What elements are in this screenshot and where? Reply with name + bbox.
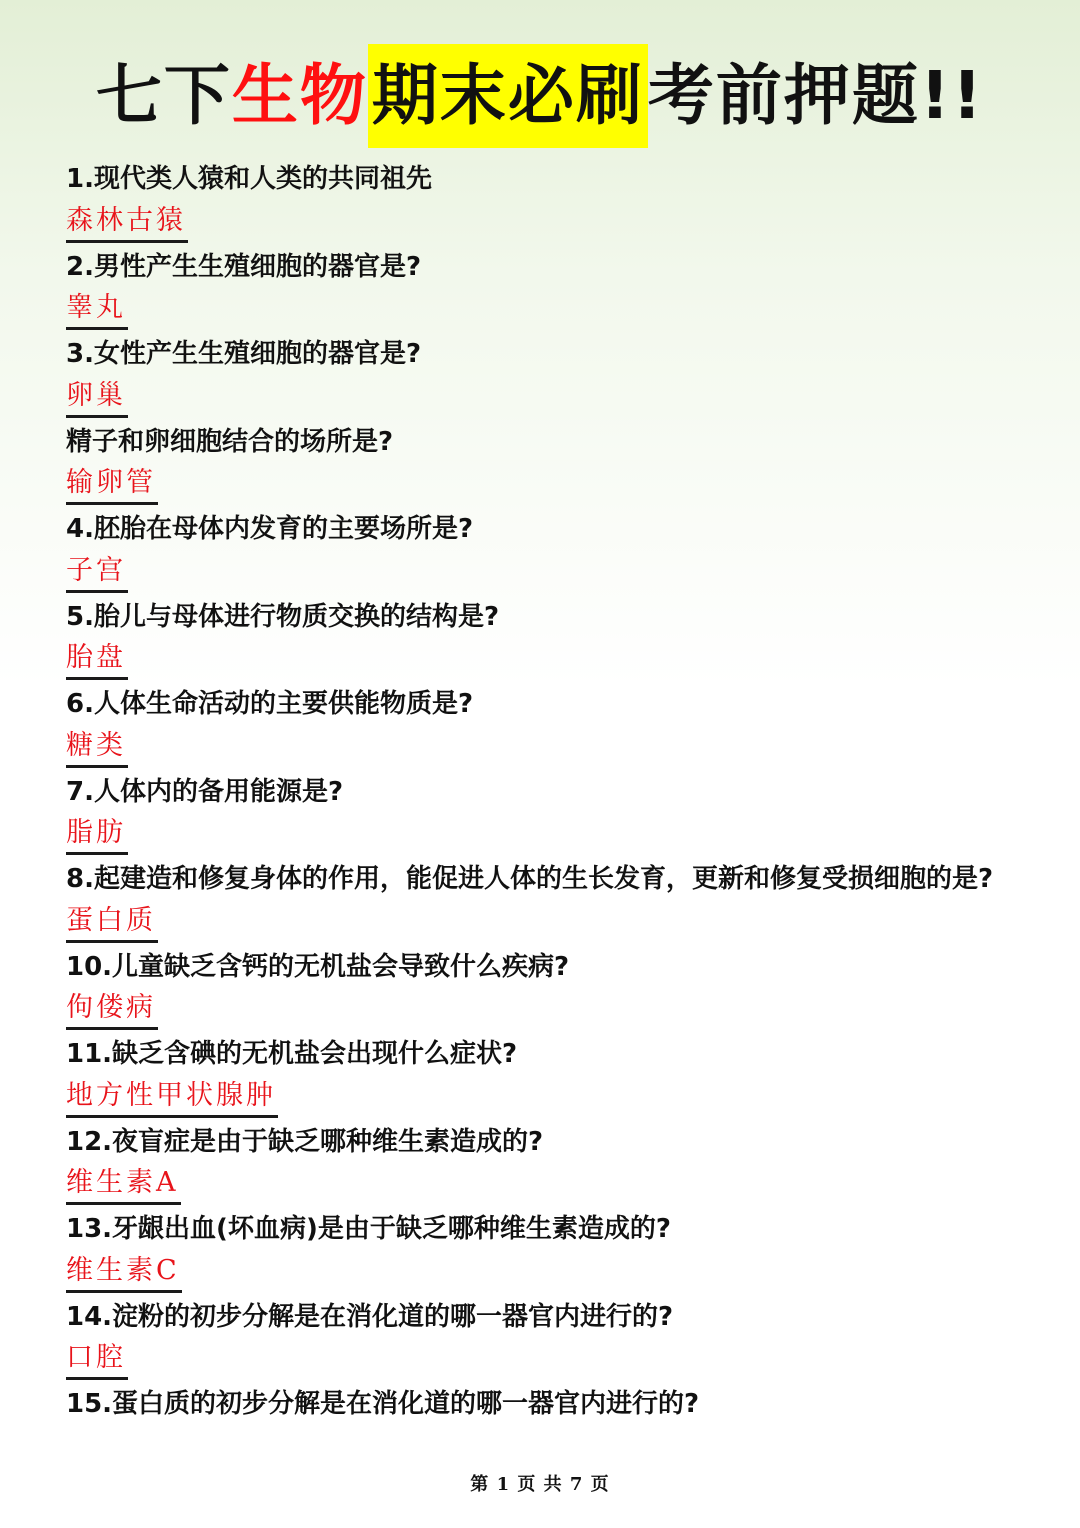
answer-text: 睾丸 — [66, 289, 128, 330]
question-text: 1.现代类人猿和人类的共同祖先 — [66, 164, 432, 194]
answer-text: 蛋白质 — [66, 902, 158, 943]
answer-row — [66, 552, 1026, 596]
question-text: 14.淀粉的初步分解是在消化道的哪一器官内进行的? — [66, 1301, 674, 1332]
question-text: 4.胚胎在母体内发育的主要场所是? — [66, 514, 474, 544]
question-text: 5.胎儿与母体进行物质交换的结构是? — [66, 601, 500, 632]
answer-row — [66, 639, 1026, 683]
answer-text: 森林古猿 — [66, 202, 188, 243]
question-text: 15.蛋白质的初步分解是在消化道的哪一器官内进行的? — [66, 1389, 700, 1419]
question-text: 8.起建造和修复身体的作用，能促进人体的生长发育，更新和修复受损细胞的是? — [66, 864, 994, 894]
answer-text: 佝偻病 — [66, 989, 158, 1030]
question-text: 7.人体内的备用能源是? — [66, 776, 344, 807]
page-footer: 第 1 页 共 7 页 — [470, 1474, 610, 1495]
answer-row — [66, 989, 1026, 1033]
answer-row — [66, 1164, 1026, 1208]
question-text: 3.女性产生生殖细胞的器官是? — [66, 339, 422, 369]
answer-row — [66, 202, 1026, 246]
answer-text: 脂肪 — [66, 814, 128, 855]
answer-row — [66, 464, 1026, 508]
answer-text: 地方性甲状腺肿 — [66, 1077, 278, 1118]
question-text: 10.儿童缺乏含钙的无机盐会导致什么疾病? — [66, 951, 570, 982]
answer-text: 子宫 — [66, 552, 128, 593]
title-part-exam: 考前押题 — [647, 57, 920, 134]
answer-text: 口腔 — [66, 1339, 128, 1380]
answer-text: 糖类 — [66, 727, 128, 768]
answer-row — [66, 814, 1026, 858]
answer-text: 维生素A — [66, 1164, 181, 1205]
question-text: 精子和卵细胞结合的场所是? — [66, 426, 394, 457]
question-list — [66, 158, 1026, 1427]
title-part-subject: 生物 — [231, 57, 368, 134]
answer-row — [66, 902, 1026, 946]
question-text: 12.夜盲症是由于缺乏哪种维生素造成的? — [66, 1126, 544, 1157]
answer-row — [66, 289, 1026, 333]
title-part-highlight: 期末必刷 — [368, 44, 648, 148]
answer-text: 输卵管 — [66, 464, 158, 505]
question-text: 2.男性产生生殖细胞的器官是? — [66, 251, 422, 282]
answer-row — [66, 1077, 1026, 1121]
title-part-grade: 七下 — [95, 57, 232, 134]
answer-text: 胎盘 — [66, 639, 128, 680]
answer-row — [66, 377, 1026, 421]
answer-row — [66, 1252, 1026, 1296]
answer-row — [66, 1339, 1026, 1383]
page-title — [0, 44, 1080, 148]
question-text: 11.缺乏含碘的无机盐会出现什么症状? — [66, 1039, 518, 1069]
answer-text: 维生素C — [66, 1252, 182, 1293]
answer-row — [66, 727, 1026, 771]
question-text: 13.牙龈出血(坏血病)是由于缺乏哪种维生素造成的? — [66, 1214, 671, 1244]
title-part-exclaim: !! — [919, 57, 985, 134]
question-text: 6.人体生命活动的主要供能物质是? — [66, 689, 474, 719]
answer-text: 卵巢 — [66, 377, 128, 418]
